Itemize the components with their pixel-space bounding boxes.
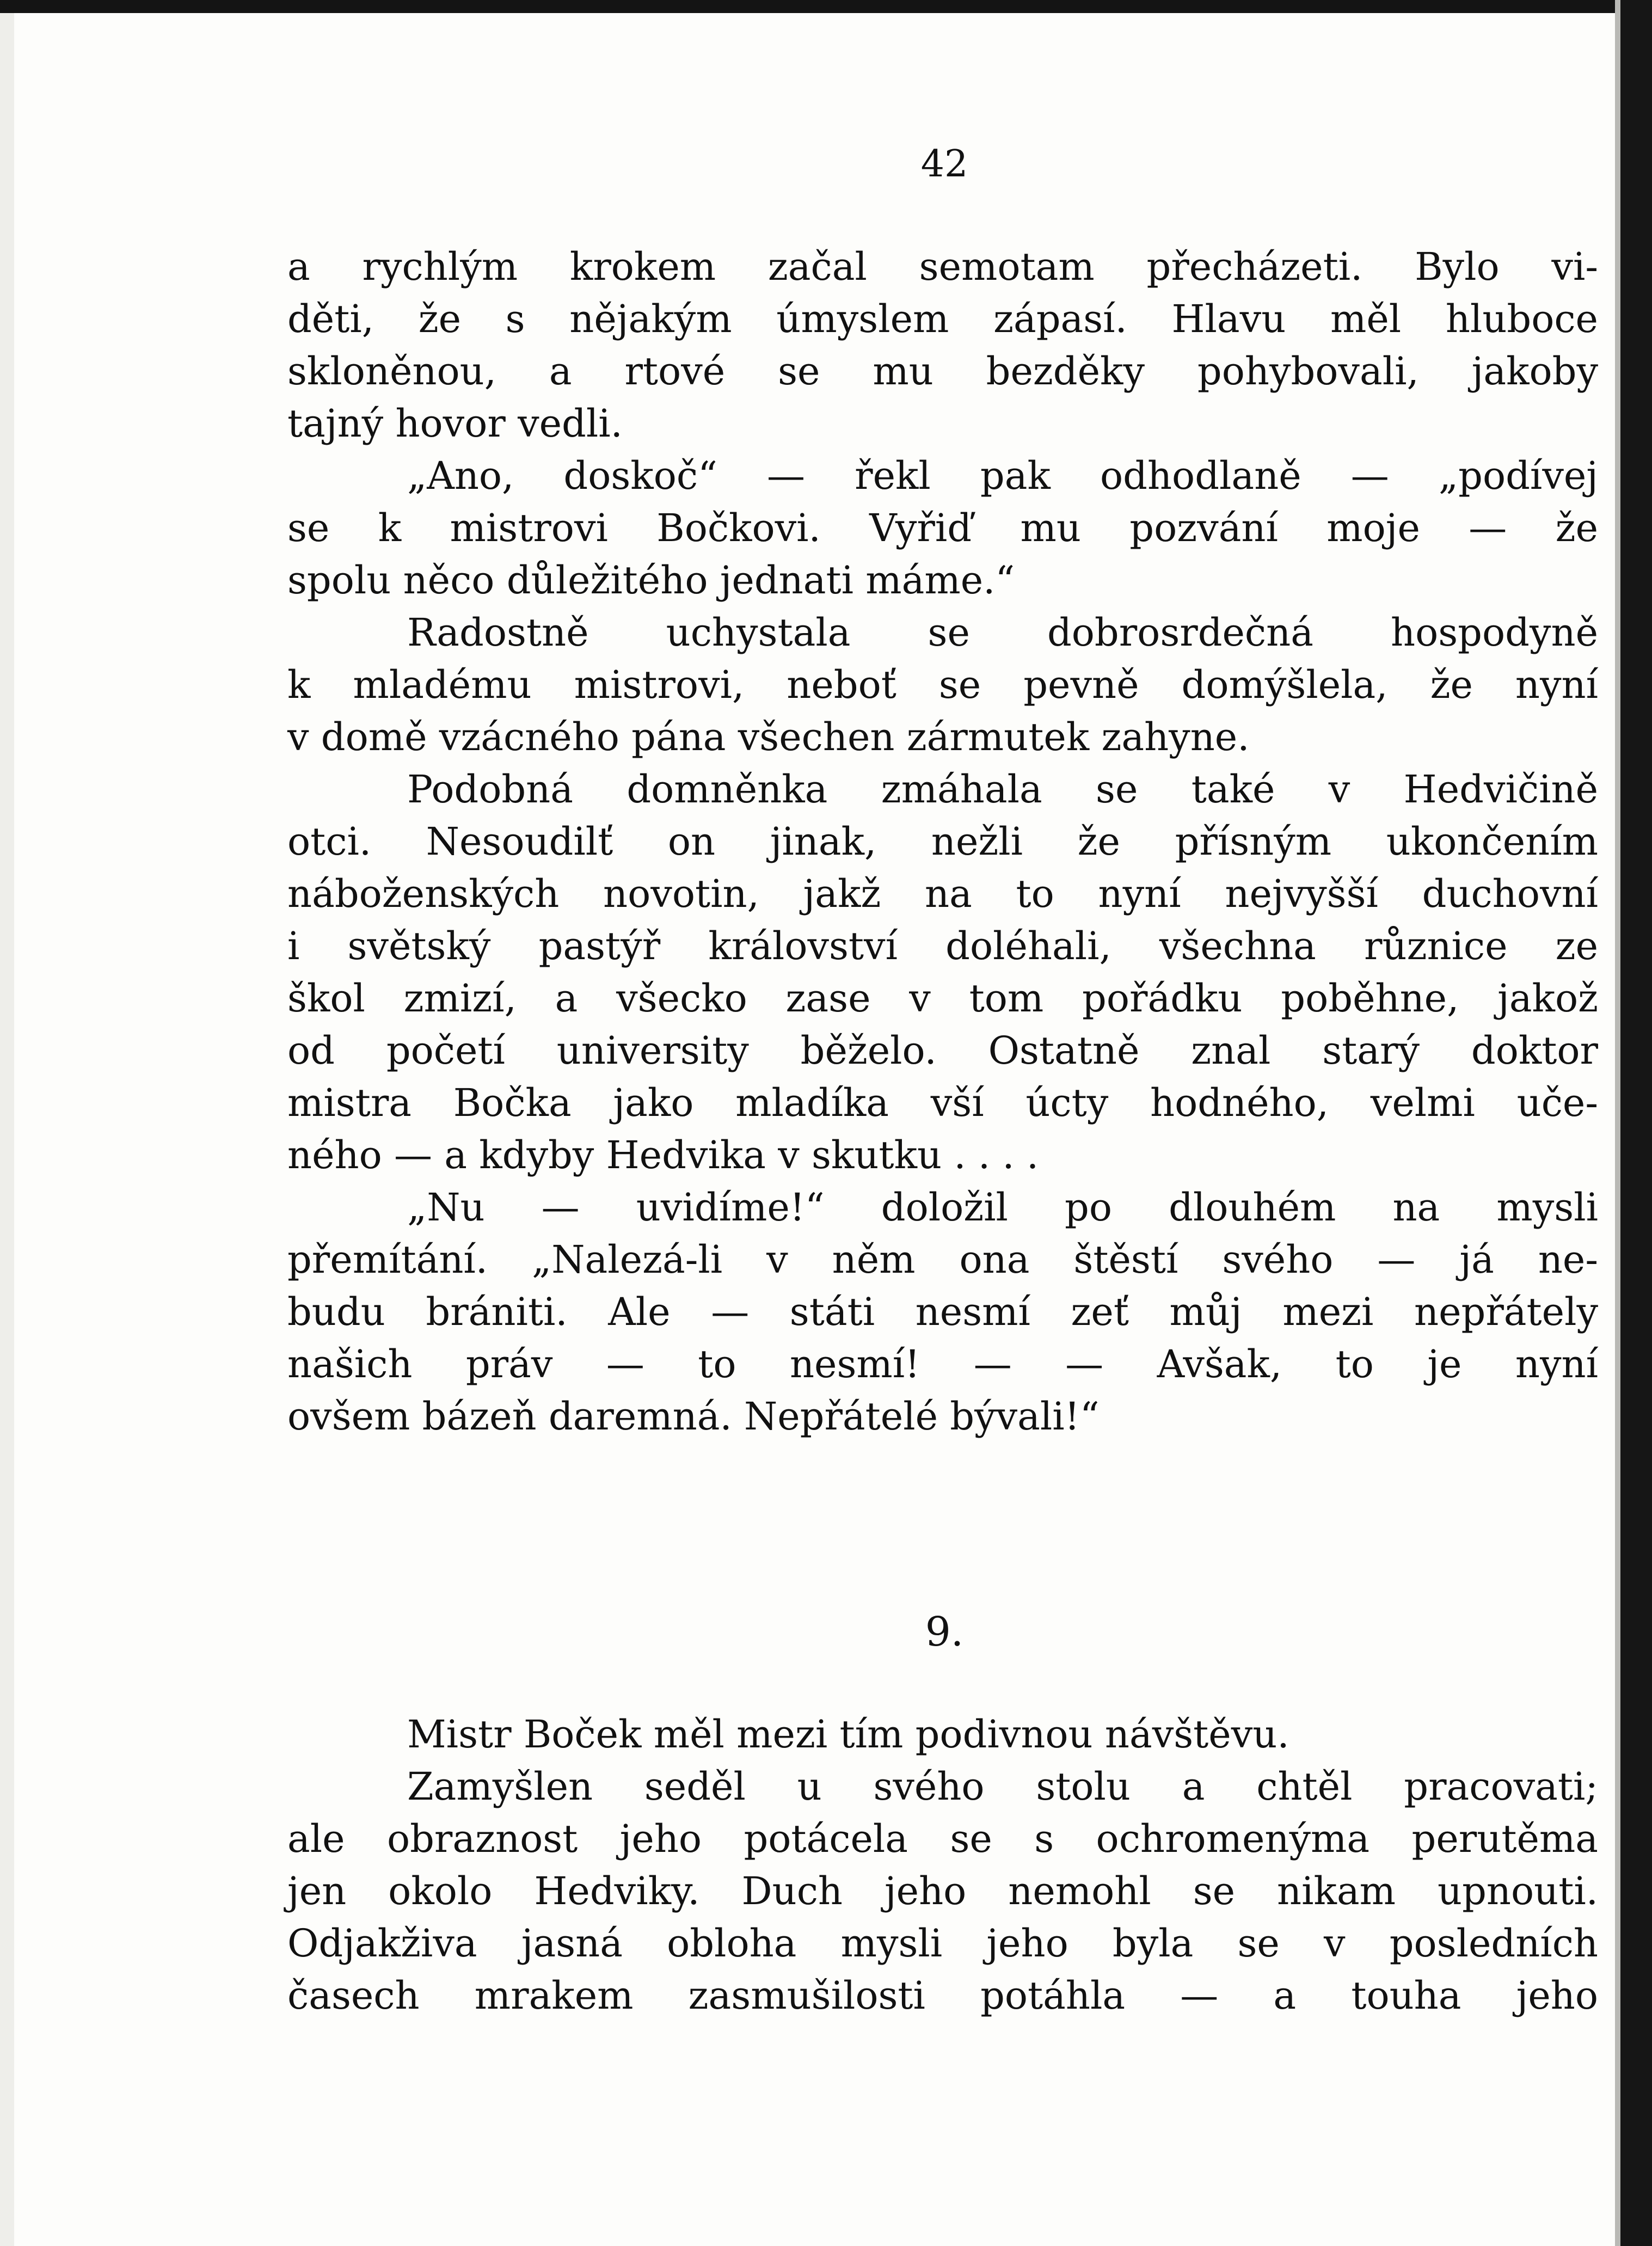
text-line: časech mrakem zasmušilosti potáhla — a touha jeho xyxy=(287,1973,1598,2018)
text-line: spolu něco důležitého jednati máme.“ xyxy=(287,558,1015,603)
scan-border-top xyxy=(0,0,1652,13)
scan-border-right-inner xyxy=(1615,0,1620,2246)
text-line: Podobná domněnka zmáhala se také v Hedvičině xyxy=(407,767,1598,812)
text-line: ovšem bázeň daremná. Nepřátelé bývali!“ xyxy=(287,1394,1100,1439)
text-line: Zamyšlen seděl u svého stolu a chtěl pracovati; xyxy=(407,1764,1598,1809)
text-line: našich práv — to nesmí! — — Avšak, to je nyní xyxy=(287,1342,1598,1386)
text-line: náboženských novotin, jakž na to nyní nejvyšší duchovní xyxy=(287,872,1598,916)
text-line: „Ano, doskoč“ — řekl pak odhodlaně — „podívej xyxy=(407,453,1598,498)
text-line: v domě vzácného pána všechen zármutek zahyne. xyxy=(287,715,1250,759)
text-line: skloněnou, a rtové se mu bezděky pohybovali, jakoby xyxy=(287,349,1598,394)
text-line: budu brániti. Ale — státi nesmí zeť můj mezi nepřátely xyxy=(287,1290,1598,1334)
text-line: k mladému mistrovi, neboť se pevně domýšlela, že nyní xyxy=(287,662,1598,707)
text-line: jen okolo Hedviky. Duch jeho nemohl se nikam upnouti. xyxy=(287,1869,1598,1913)
text-line: a rychlým krokem začal semotam přecházeti. Bylo vi- xyxy=(287,244,1598,289)
text-line: ného — a kdyby Hedvika v skutku . . . . xyxy=(287,1133,1039,1177)
page-edge-shade xyxy=(0,0,14,2246)
text-line: děti, že s nějakým úmyslem zápasí. Hlavu měl hluboce xyxy=(287,297,1598,341)
text-line: škol zmizí, a všecko zase v tom pořádku poběhne, jakož xyxy=(287,976,1598,1021)
text-line: Mistr Boček měl mezi tím podivnou návštěvu. xyxy=(407,1712,1289,1757)
body-text-block-2 xyxy=(287,1708,1598,2022)
page-number: 42 xyxy=(920,143,968,186)
text-line: i světský pastýř království doléhali, všechna různice ze xyxy=(287,924,1598,968)
text-line: Odjakživa jasná obloha mysli jeho byla se v posledních xyxy=(287,1921,1598,1966)
body-text-block-1 xyxy=(287,241,1598,1443)
text-line: otci. Nesoudilť on jinak, nežli že přísným ukončením xyxy=(287,819,1598,864)
text-line: se k mistrovi Bočkovi. Vyřiď mu pozvání moje — že xyxy=(287,506,1598,550)
text-line: tajný hovor vedli. xyxy=(287,401,623,446)
text-line: mistra Bočka jako mladíka vší úcty hodného, velmi uče- xyxy=(287,1081,1598,1125)
text-line: od početí university běželo. Ostatně znal starý doktor xyxy=(287,1028,1598,1073)
text-line: ale obraznost jeho potácela se s ochromenýma perutěma xyxy=(287,1817,1598,1861)
scan-border-right xyxy=(1620,0,1652,2246)
text-line: Radostně uchystala se dobrosrdečná hospodyně xyxy=(407,610,1598,655)
chapter-heading: 9. xyxy=(925,1609,964,1655)
text-line: „Nu — uvidíme!“ doložil po dlouhém na mysli xyxy=(407,1185,1598,1230)
text-line: přemítání. „Nalezá-li v něm ona štěstí svého — já ne- xyxy=(287,1237,1598,1282)
